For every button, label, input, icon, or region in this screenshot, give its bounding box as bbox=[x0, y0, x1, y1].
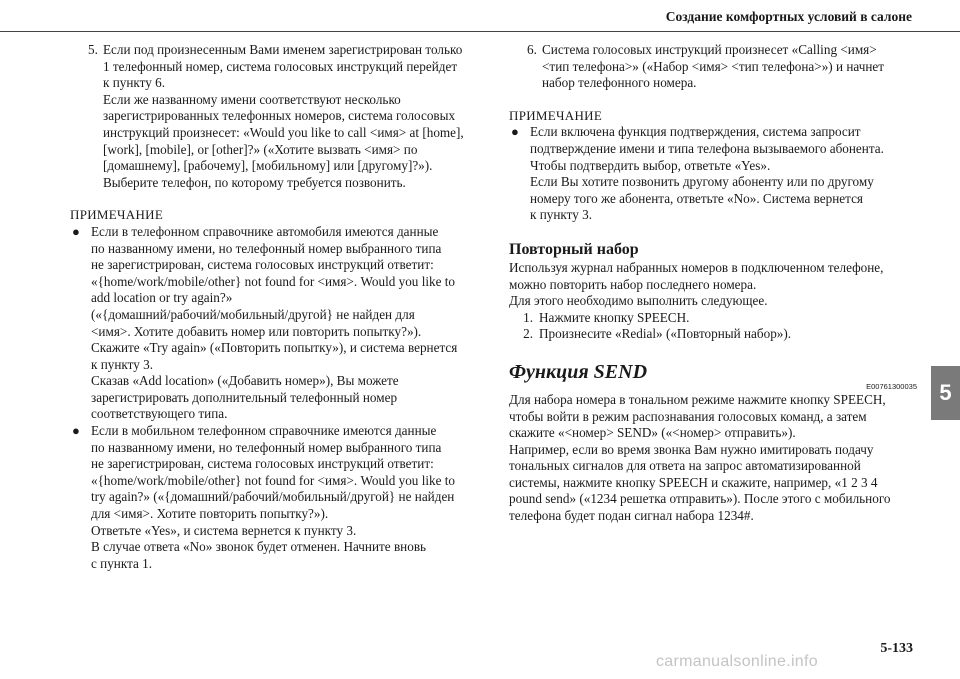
note-title: ПРИМЕЧАНИЕ bbox=[509, 107, 603, 123]
section-code: E00761300035 bbox=[866, 381, 917, 391]
section-heading-redial: Повторный набор bbox=[509, 240, 639, 258]
step-text: Нажмите кнопку SPEECH. bbox=[539, 309, 690, 325]
section-heading-send: Функция SEND bbox=[509, 360, 648, 383]
step-6 bbox=[509, 42, 917, 92]
note-title: ПРИМЕЧАНИЕ bbox=[70, 207, 164, 223]
text-line: инструкций произнесет: «Would you like to call <имя> at [home], bbox=[103, 124, 464, 140]
text-line: В случае ответа «No» звонок будет отменен. Начните вновь bbox=[91, 539, 427, 555]
text-line: Если под произнесенным Вами именем зарегистрирован только bbox=[103, 42, 463, 57]
step-5-marker: 5. bbox=[88, 42, 98, 57]
text-line: Для набора номера в тональном режиме нажмите кнопку SPEECH, bbox=[509, 391, 886, 407]
text-line: системы, нажмите кнопку SPEECH и скажите, например, «1 2 3 4 bbox=[509, 474, 878, 490]
text-line: Например, если во время звонка Вам нужно имитировать подачу bbox=[509, 441, 874, 457]
text-line: Выберите телефон, по которому требуется позвонить. bbox=[103, 174, 406, 190]
text-line: try again?» («{домашний/рабочий/мобильный/другой} не найден bbox=[91, 489, 455, 505]
text-line: номеру того же абонента, ответьте «No». Система вернется bbox=[530, 190, 863, 206]
redial-text bbox=[509, 260, 917, 310]
bullet-icon: ● bbox=[72, 423, 80, 439]
step-5-text bbox=[103, 42, 478, 191]
text-line: не зарегистрирован, система голосовых инструкций ответит: bbox=[91, 456, 434, 472]
send-text bbox=[509, 392, 917, 525]
note-bullet bbox=[70, 423, 478, 572]
text-line: по названному имени, но телефонный номер выбранного типа bbox=[91, 439, 442, 455]
text-line: pound send» («1234 решетка отправить»). После этого с мобильного bbox=[509, 491, 891, 507]
text-line: соответствующего типа. bbox=[91, 406, 228, 422]
text-line: к пункту 6. bbox=[103, 75, 166, 91]
text-line: подтверждение имени и типа телефона вызываемого абонента. bbox=[530, 140, 884, 156]
text-line: <имя>. Хотите добавить номер или повторить попытку?»). bbox=[91, 323, 422, 339]
bullet-text bbox=[530, 124, 917, 224]
text-line: зарегистрировать дополнительный телефонный номер bbox=[91, 389, 398, 405]
text-line: [домашнему], [рабочему], [мобильному] или [другому]?»). bbox=[103, 158, 433, 174]
chapter-tab: 5 bbox=[931, 366, 960, 420]
text-line: тональных сигналов для ответа на запрос автоматизированной bbox=[509, 458, 861, 474]
bullet-icon: ● bbox=[511, 124, 519, 140]
text-line: Если же названному имени соответствуют несколько bbox=[103, 91, 401, 107]
text-line: Чтобы подтвердить выбор, ответьте «Yes». bbox=[530, 157, 771, 173]
text-line: Используя журнал набранных номеров в подключенном телефоне, bbox=[509, 259, 884, 275]
text-line: с пункта 1. bbox=[91, 555, 153, 571]
redial-step bbox=[509, 310, 917, 327]
text-line: («{домашний/рабочий/мобильный/другой} не найден для bbox=[91, 306, 415, 322]
text-line: к пункту 3. bbox=[91, 356, 154, 372]
running-header: Создание комфортных условий в салоне bbox=[665, 9, 912, 24]
note-bullet bbox=[509, 124, 917, 224]
text-line: по названному имени, но телефонный номер выбранного типа bbox=[91, 240, 442, 256]
text-line: Сказав «Add location» («Добавить номер»), Вы можете bbox=[91, 373, 399, 389]
step-5 bbox=[70, 42, 478, 191]
text-line: не зарегистрирован, система голосовых инструкций ответит: bbox=[91, 257, 434, 273]
text-line: Если Вы хотите позвонить другому абоненту или по другому bbox=[530, 174, 874, 190]
right-column bbox=[509, 42, 917, 525]
text-line: зарегистрированных телефонных номеров, система голосовых bbox=[103, 108, 456, 124]
step-marker: 1. bbox=[523, 309, 533, 325]
step-6-marker: 6. bbox=[527, 42, 537, 57]
note-bullet bbox=[70, 224, 478, 423]
text-line: «{home/work/mobile/other} not found for <имя>. Would you like to bbox=[91, 472, 456, 488]
bullet-text bbox=[91, 423, 478, 572]
text-line: чтобы войти в режим распознавания голосовых команд, а затем bbox=[509, 408, 867, 424]
text-line: Если в мобильном телефонном справочнике имеются данные bbox=[91, 423, 437, 439]
header-rule bbox=[0, 31, 960, 32]
bullet-text bbox=[91, 224, 478, 423]
step-marker: 2. bbox=[523, 326, 533, 342]
text-line: Для этого необходимо выполнить следующее. bbox=[509, 293, 768, 309]
text-line: скажите «<номер> SEND» («<номер> отправить»). bbox=[509, 425, 796, 441]
step-text: Произнесите «Redial» («Повторный набор»). bbox=[539, 326, 792, 342]
text-line: телефона будет подан сигнал набора 1234#. bbox=[509, 508, 754, 524]
redial-steps bbox=[509, 310, 917, 343]
text-line: 1 телефонный номер, система голосовых инструкций перейдет bbox=[103, 58, 458, 74]
text-line: для <имя>. Хотите повторить попытку?»). bbox=[91, 506, 329, 522]
step-6-text bbox=[542, 42, 917, 92]
text-line: можно повторить набор последнего номера. bbox=[509, 276, 757, 292]
text-line: Если включена функция подтверждения, система запросит bbox=[530, 124, 861, 140]
text-line: <тип телефона>» («Набор <имя> <тип телефона>») и начнет bbox=[542, 58, 885, 74]
text-line: к пункту 3. bbox=[530, 207, 593, 223]
text-line: набор телефонного номера. bbox=[542, 75, 697, 91]
text-line: Ответьте «Yes», и система вернется к пункту 3. bbox=[91, 522, 357, 538]
left-column bbox=[70, 42, 478, 572]
page-number: 5-133 bbox=[880, 641, 913, 656]
text-line: «{home/work/mobile/other} not found for <имя>. Would you like to bbox=[91, 273, 456, 289]
text-line: Если в телефонном справочнике автомобиля имеются данные bbox=[91, 223, 439, 239]
text-line: Скажите «Try again» («Повторить попытку»), и система вернется bbox=[91, 340, 458, 356]
text-line: [work], [mobile], or [other]?» («Хотите вызвать <имя> по bbox=[103, 141, 418, 157]
redial-step bbox=[509, 326, 917, 343]
text-line: add location or try again?» bbox=[91, 290, 233, 306]
watermark: carmanualsonline.info bbox=[656, 653, 818, 670]
bullet-icon: ● bbox=[72, 223, 80, 239]
text-line: Система голосовых инструкций произнесет «Calling <имя> bbox=[542, 42, 877, 57]
